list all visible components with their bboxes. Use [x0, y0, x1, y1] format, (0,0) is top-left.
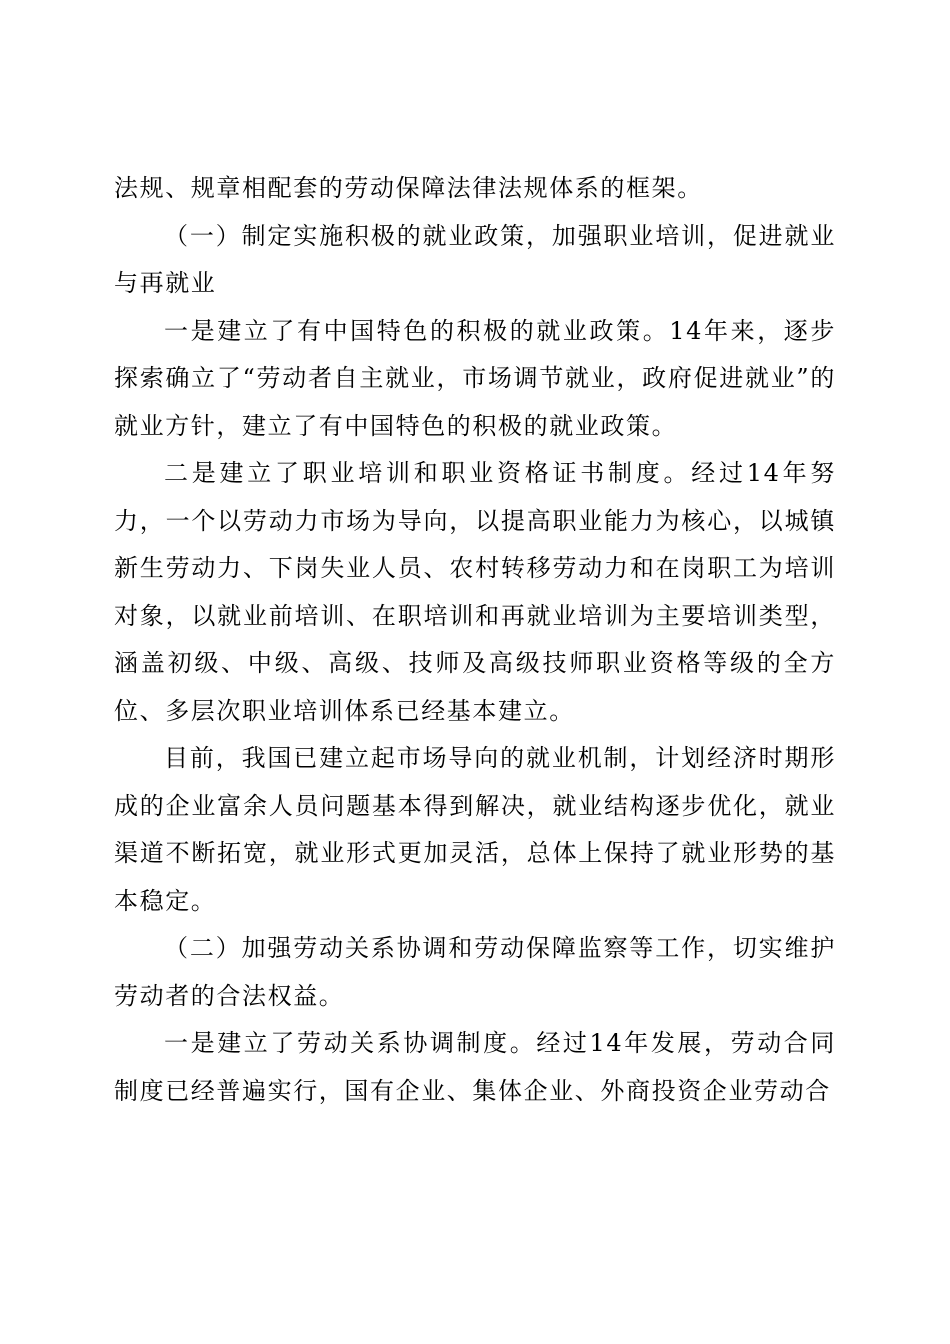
section-heading-2: （二）加强劳动关系协调和劳动保障监察等工作，切实维护劳动者的合法权益。: [114, 934, 836, 1010]
paragraph-current-status: 目前，我国已建立起市场导向的就业机制，计划经济时期形成的企业富余人员问题基本得到解决，就业结构逐步优化，就业渠道不断拓宽，就业形式更加灵活，总体上保持了就业形势的基本稳定。: [114, 744, 836, 915]
document-body: [114, 165, 836, 1115]
section-heading-1: （一）制定实施积极的就业政策，加强职业培训，促进就业与再就业: [114, 221, 836, 297]
paragraph-continuation: 法规、规章相配套的劳动保障法律法规体系的框架。: [114, 174, 703, 202]
paragraph-employment-policy: 一是建立了有中国特色的积极的就业政策。14年来，逐步探索确立了“劳动者自主就业，市场调节就业，政府促进就业”的就业方针，建立了有中国特色的积极的就业政策。: [114, 316, 836, 440]
paragraph-vocational-training: 二是建立了职业培训和职业资格证书制度。经过14年努力，一个以劳动力市场为导向，以提高职业能力为核心，以城镇新生劳动力、下岗失业人员、农村转移劳动力和在岗职工为培训对象，以就业前培训、在职培训和再就业培训为主要培训类型，涵盖初级、中级、高级、技师及高级技师职业资格等级的全方位、多层次职业培训体系已经基本建立。: [114, 459, 836, 725]
paragraph-labor-relations: 一是建立了劳动关系协调制度。经过14年发展，劳动合同制度已经普遍实行，国有企业、集体企业、外商投资企业劳动合: [114, 1029, 836, 1105]
